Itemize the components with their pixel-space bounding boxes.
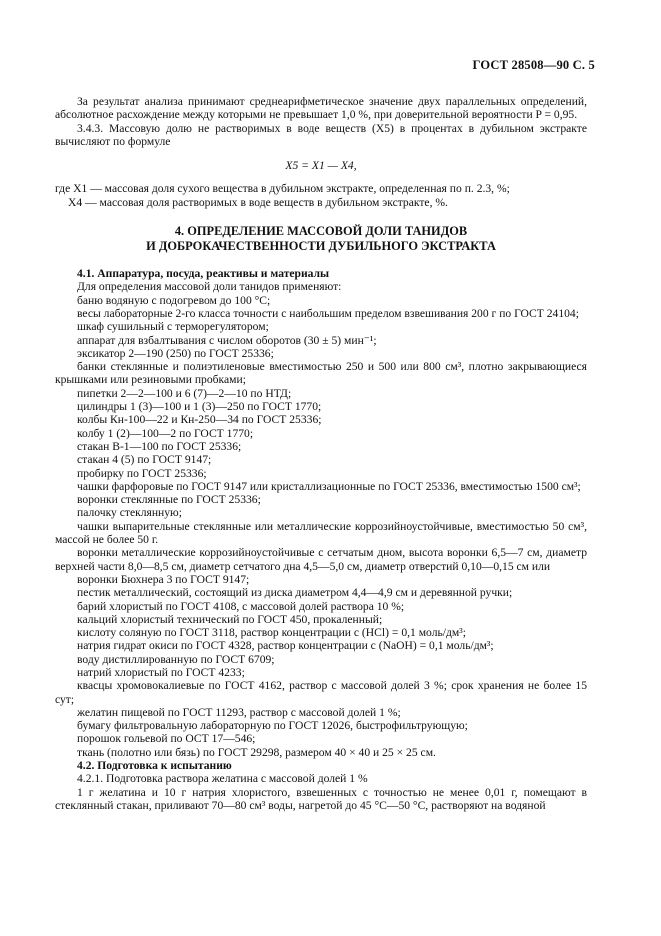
- list-item: порошок гольевой по ОСТ 17—546;: [77, 732, 256, 746]
- list-item: барий хлористый по ГОСТ 4108, с массовой долей раствора 10 %;: [77, 599, 405, 613]
- list-item: воронки металлические коррозийноустойчивые с сетчатым дном, высота воронки 6,5—7 см, диаметр верхней части 8,0—8,5 см, диаметр сетчатого дна 4,5—5,0 см, диаметр отверстий 0,10—0,15 см или: [55, 546, 587, 573]
- list-item: желатин пищевой по ГОСТ 11293, раствор с массовой долей 1 %;: [77, 705, 401, 719]
- section-heading: [55, 224, 587, 254]
- paragraph-result: За результат анализа принимают среднеарифметическое значение двух параллельных определений, абсолютное расхождение между которыми не превышает 1,0 %, при доверительной вероятности P = 0,95.: [55, 95, 587, 122]
- page-header: ГОСТ 28508—90 С. 5: [472, 58, 595, 72]
- intro-text: Для определения массовой доли танидов применяют:: [77, 280, 342, 294]
- subsection-4-1: 4.1. Аппаратура, посуда, реактивы и материалы: [77, 267, 330, 281]
- list-item: чашки фарфоровые по ГОСТ 9147 или кристаллизационные по ГОСТ 25336, вместимостью 1500 см³;: [77, 479, 581, 493]
- list-item: колбу 1 (2)—100—2 по ГОСТ 1770;: [77, 426, 254, 440]
- list-item: весы лабораторные 2-го класса точности с наибольшим пределом взвешивания 200 г по ГОСТ 24104;: [77, 306, 579, 320]
- list-item: ткань (полотно или бязь) по ГОСТ 29298, размером 40 × 40 и 25 × 25 см.: [77, 745, 436, 759]
- list-item: кислоту соляную по ГОСТ 3118, раствор концентрации c (HCl) = 0,1 моль/дм³;: [77, 626, 466, 640]
- list-item: палочку стеклянную;: [77, 506, 182, 520]
- list-item: цилиндры 1 (3)—100 и 1 (3)—250 по ГОСТ 1770;: [77, 400, 322, 414]
- list-item: стакан В-1—100 по ГОСТ 25336;: [77, 439, 242, 453]
- list-item: шкаф сушильный с терморегулятором;: [77, 320, 269, 334]
- list-item: колбы Кн-100—22 и Кн-250—34 по ГОСТ 25336;: [77, 413, 322, 427]
- list-item: воронки Бюхнера 3 по ГОСТ 9147;: [77, 572, 250, 586]
- list-item: кальций хлористый технический по ГОСТ 450, прокаленный;: [77, 612, 383, 626]
- paragraph-gelatin: 1 г желатина и 10 г натрия хлористого, взвешенных с точностью не менее 0,01 г, помещают в стеклянный стакан, приливают 70—80 см³ воды, нагретой до 45 °С—50 °С, растворяют на водяной: [55, 785, 587, 812]
- definition-x1: где X1 — массовая доля сухого вещества в дубильном экстракте, определенная по п. 2.3, %;: [55, 182, 510, 196]
- definition-x4: X4 — массовая доля растворимых в воде веществ в дубильном экстракте, %.: [68, 195, 448, 209]
- paragraph-4-2-1: 4.2.1. Подготовка раствора желатина с массовой долей 1 %: [77, 772, 368, 786]
- list-item: квасцы хромовокалиевые по ГОСТ 4162, раствор с массовой долей 3 %; срок хранения не более 15 сут;: [55, 679, 587, 706]
- list-item: пестик металлический, состоящий из диска диаметром 4,4—4,9 см и деревянной ручки;: [77, 586, 513, 600]
- list-item: воронки стеклянные по ГОСТ 25336;: [77, 493, 261, 507]
- section-heading-line2: И ДОБРОКАЧЕСТВЕННОСТИ ДУБИЛЬНОГО ЭКСТРАКТА: [146, 239, 496, 254]
- list-item: аппарат для взбалтывания с числом оборотов (30 ± 5) мин⁻¹;: [77, 333, 377, 347]
- list-item: бумагу фильтровальную лабораторную по ГОСТ 12026, быстрофильтрующую;: [77, 719, 468, 733]
- page-content: [55, 95, 587, 812]
- list-item: баню водяную с подогревом до 100 °С;: [77, 293, 271, 307]
- formula: X5 = X1 — X4,: [285, 159, 357, 173]
- list-item: пробирку по ГОСТ 25336;: [77, 466, 207, 480]
- list-item: воду дистиллированную по ГОСТ 6709;: [77, 652, 275, 666]
- subsection-4-2: 4.2. Подготовка к испытанию: [77, 759, 232, 773]
- list-item: банки стеклянные и полиэтиленовые вместимостью 250 и 500 или 800 см³, плотно закрывающиеся крышками или резиновыми пробками;: [55, 360, 587, 387]
- section-heading-line1: 4. ОПРЕДЕЛЕНИЕ МАССОВОЙ ДОЛИ ТАНИДОВ: [174, 224, 468, 239]
- list-item: эксикатор 2—190 (250) по ГОСТ 25336;: [77, 346, 274, 360]
- list-item: пипетки 2—2—100 и 6 (7)—2—10 по НТД;: [77, 386, 292, 400]
- list-item: стакан 4 (5) по ГОСТ 9147;: [77, 453, 212, 467]
- list-item: натрия гидрат окиси по ГОСТ 4328, раствор концентрации c (NaOH) = 0,1 моль/дм³;: [77, 639, 494, 653]
- list-item: натрий хлористый по ГОСТ 4233;: [77, 665, 245, 679]
- list-item: чашки выпарительные стеклянные или металлические коррозийноустойчивые, вместимостью 50 см³, массой не более 50 г.: [55, 519, 587, 547]
- paragraph-343: 3.4.3. Массовую долю не растворимых в воде веществ (X5) в процентах в дубильном экстракте вычисляют по формуле: [55, 121, 587, 148]
